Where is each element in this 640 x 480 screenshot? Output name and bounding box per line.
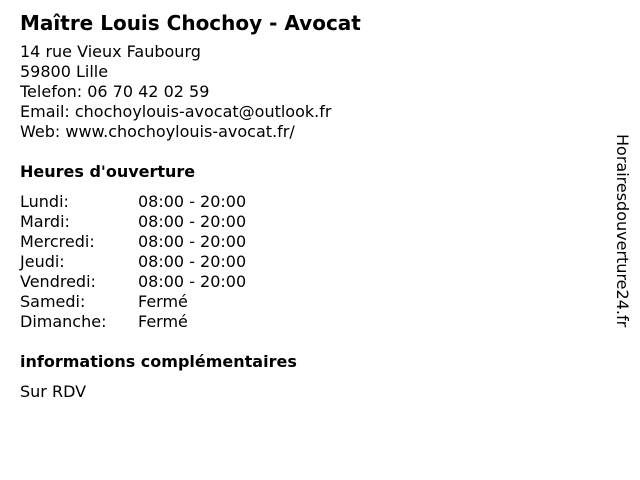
hours-time: 08:00 - 20:00 xyxy=(138,192,247,211)
hours-day: Samedi: xyxy=(20,292,86,311)
hours-time: Fermé xyxy=(138,312,188,331)
hours-row-thursday xyxy=(20,252,580,272)
opening-hours-heading: Heures d'ouverture xyxy=(20,162,196,181)
hours-row-sunday xyxy=(20,312,580,332)
opening-hours-table xyxy=(20,192,580,332)
hours-day: Dimanche: xyxy=(20,312,107,331)
watermark-label: Horairesdouverture24.fr xyxy=(613,134,632,328)
address-block xyxy=(20,42,580,142)
hours-time: 08:00 - 20:00 xyxy=(138,252,247,271)
additional-info-text: Sur RDV xyxy=(20,382,87,401)
hours-time: 08:00 - 20:00 xyxy=(138,232,247,251)
business-card xyxy=(20,10,580,402)
hours-day: Mercredi: xyxy=(20,232,95,251)
phone-line: Telefon: 06 70 42 02 59 xyxy=(20,82,210,101)
hours-day: Mardi: xyxy=(20,212,70,231)
website-line: Web: www.chochoylouis-avocat.fr/ xyxy=(20,122,295,141)
hours-row-tuesday xyxy=(20,212,580,232)
business-title: Maître Louis Chochoy - Avocat xyxy=(20,11,361,35)
hours-row-monday xyxy=(20,192,580,212)
email-line: Email: chochoylouis-avocat@outlook.fr xyxy=(20,102,332,121)
additional-info-heading: informations complémentaires xyxy=(20,352,297,371)
city-address: 59800 Lille xyxy=(20,62,109,81)
hours-day: Lundi: xyxy=(20,192,69,211)
hours-time: 08:00 - 20:00 xyxy=(138,212,247,231)
hours-row-saturday xyxy=(20,292,580,312)
hours-day: Vendredi: xyxy=(20,272,96,291)
hours-time: 08:00 - 20:00 xyxy=(138,272,247,291)
hours-day: Jeudi: xyxy=(20,252,65,271)
hours-row-wednesday xyxy=(20,232,580,252)
street-address: 14 rue Vieux Faubourg xyxy=(20,42,201,61)
hours-time: Fermé xyxy=(138,292,188,311)
hours-row-friday xyxy=(20,272,580,292)
